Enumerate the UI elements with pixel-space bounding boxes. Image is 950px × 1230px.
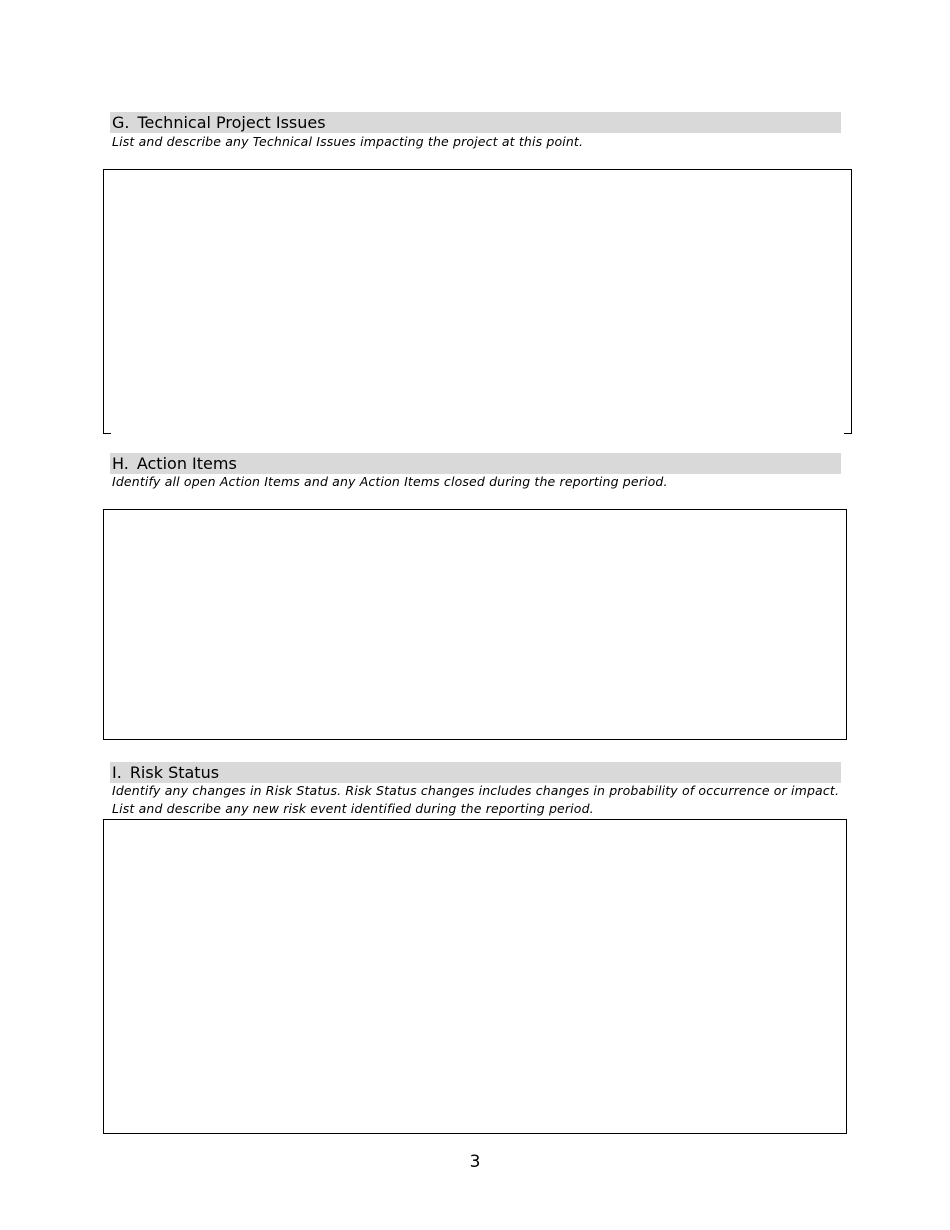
section-instructions <box>112 133 847 151</box>
section-heading-technical-project-issues <box>110 112 841 133</box>
section-heading-risk-status <box>110 762 841 783</box>
section-letter: G. <box>112 113 130 132</box>
section-letter: I. <box>112 763 122 782</box>
risk-status-entry-box[interactable] <box>103 819 847 1134</box>
box-corner-mark <box>103 433 111 434</box>
action-items-entry-box[interactable] <box>103 509 847 740</box>
section-letter: H. <box>112 454 129 473</box>
instruction-line: Identify all open Action Items and any Action Items closed during the reporting period. <box>112 474 668 489</box>
instruction-line: List and describe any Technical Issues impacting the project at this point. <box>112 134 584 149</box>
technical-issues-entry-box[interactable] <box>103 169 852 434</box>
box-corner-mark <box>844 433 852 434</box>
instruction-line: List and describe any new risk event identified during the reporting period. <box>112 801 594 816</box>
instruction-line: Identify any changes in Risk Status. Risk Status changes includes changes in probability of occurrence or impact. <box>112 783 840 798</box>
page-number: 3 <box>469 1152 481 1172</box>
section-heading-action-items <box>110 453 841 474</box>
section-title: Technical Project Issues <box>137 113 326 132</box>
section-title: Risk Status <box>129 763 220 782</box>
section-instructions <box>112 473 847 491</box>
section-title: Action Items <box>136 454 237 473</box>
section-instructions <box>112 782 847 818</box>
